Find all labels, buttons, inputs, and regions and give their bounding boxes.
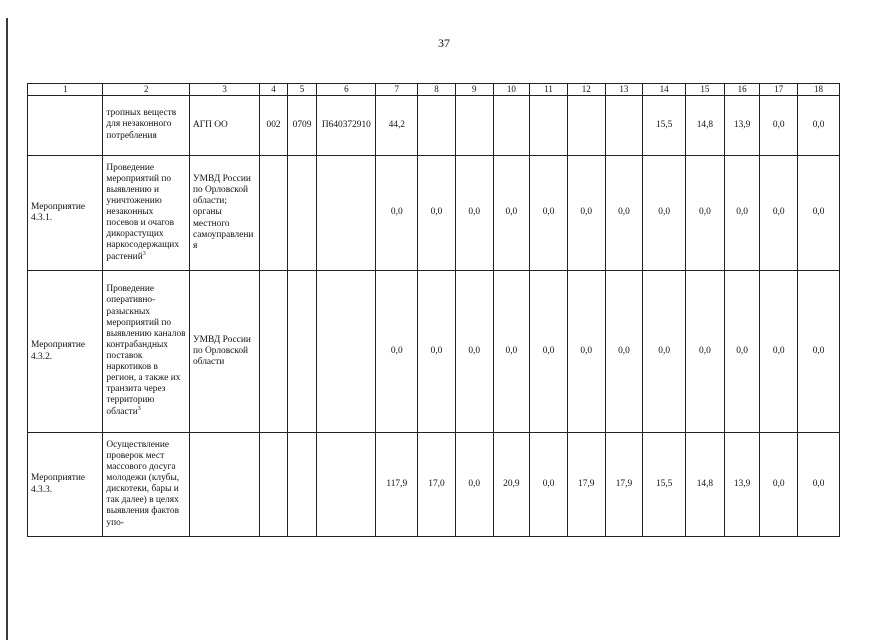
code-cell xyxy=(260,156,288,271)
column-number-header: 5 xyxy=(287,84,317,96)
column-number-header: 12 xyxy=(567,84,605,96)
code-cell xyxy=(317,271,376,433)
value-cell: 0,0 xyxy=(493,271,530,433)
budget-table xyxy=(27,83,840,537)
value-cell: 0,0 xyxy=(760,433,798,537)
column-number-header: 1 xyxy=(28,84,103,96)
value-cell xyxy=(455,96,493,156)
code-cell xyxy=(317,433,376,537)
activity-description-cell xyxy=(103,433,190,537)
activity-name-cell: Мероприятие 4.3.3. xyxy=(28,433,103,537)
value-cell: 0,0 xyxy=(686,271,725,433)
activity-description-text: Проведение мероприятий по выявлению и уничтожению незаконных посевов и очагов дикорастущих наркосодержащих растений xyxy=(106,162,180,263)
value-cell: 0,0 xyxy=(798,96,840,156)
code-cell xyxy=(260,271,288,433)
value-cell: 13,9 xyxy=(724,433,760,537)
table-row xyxy=(28,156,840,271)
value-cell: 0,0 xyxy=(530,156,568,271)
code-cell: П640372910 xyxy=(317,96,376,156)
value-cell: 0,0 xyxy=(376,271,418,433)
value-cell: 13,9 xyxy=(724,96,760,156)
table-row xyxy=(28,96,840,156)
value-cell: 15,5 xyxy=(643,96,686,156)
value-cell: 17,0 xyxy=(418,433,456,537)
value-cell: 0,0 xyxy=(530,271,568,433)
column-number-header: 2 xyxy=(103,84,190,96)
table-row xyxy=(28,271,840,433)
code-cell: 002 xyxy=(260,96,288,156)
code-cell xyxy=(287,433,317,537)
value-cell: 0,0 xyxy=(798,433,840,537)
value-cell: 0,0 xyxy=(798,271,840,433)
value-cell: 0,0 xyxy=(605,271,643,433)
column-number-header: 14 xyxy=(643,84,686,96)
value-cell: 0,0 xyxy=(798,156,840,271)
activity-description-text: Проведение оперативно-разыскных мероприятий по выявлению каналов контрабандных поставок наркотиков в регион, а также их транзита через территорию области xyxy=(106,284,186,418)
executor-cell: УМВД России по Орловской области; органы местного самоуправления xyxy=(189,156,259,271)
value-cell: 0,0 xyxy=(605,156,643,271)
value-cell: 0,0 xyxy=(643,156,686,271)
activity-description-cell xyxy=(103,96,190,156)
value-cell: 0,0 xyxy=(376,156,418,271)
activity-name-cell: Мероприятие 4.3.1. xyxy=(28,156,103,271)
column-number-header-row xyxy=(28,84,840,96)
value-cell: 117,9 xyxy=(376,433,418,537)
value-cell: 44,2 xyxy=(376,96,418,156)
value-cell xyxy=(567,96,605,156)
value-cell xyxy=(605,96,643,156)
value-cell: 0,0 xyxy=(418,271,456,433)
value-cell xyxy=(418,96,456,156)
column-number-header: 10 xyxy=(493,84,530,96)
value-cell: 20,9 xyxy=(493,433,530,537)
column-number-header: 8 xyxy=(418,84,456,96)
footnote-marker: 3 xyxy=(142,251,146,258)
value-cell: 0,0 xyxy=(724,156,760,271)
value-cell: 0,0 xyxy=(686,156,725,271)
value-cell: 15,5 xyxy=(643,433,686,537)
value-cell xyxy=(493,96,530,156)
column-number-header: 4 xyxy=(260,84,288,96)
activity-name-cell: Мероприятие 4.3.2. xyxy=(28,271,103,433)
column-number-header: 11 xyxy=(530,84,568,96)
column-number-header: 13 xyxy=(605,84,643,96)
activity-description-cell xyxy=(103,271,190,433)
value-cell: 17,9 xyxy=(567,433,605,537)
value-cell: 0,0 xyxy=(455,156,493,271)
code-cell xyxy=(287,156,317,271)
value-cell: 17,9 xyxy=(605,433,643,537)
value-cell: 0,0 xyxy=(418,156,456,271)
column-number-header: 18 xyxy=(798,84,840,96)
value-cell: 0,0 xyxy=(530,433,568,537)
value-cell: 0,0 xyxy=(455,271,493,433)
column-number-header: 9 xyxy=(455,84,493,96)
column-number-header: 17 xyxy=(760,84,798,96)
value-cell: 0,0 xyxy=(760,271,798,433)
value-cell: 14,8 xyxy=(686,433,725,537)
executor-cell: УМВД России по Орловской области xyxy=(189,271,259,433)
column-number-header: 3 xyxy=(189,84,259,96)
page-left-edge-rule xyxy=(6,18,8,640)
value-cell: 0,0 xyxy=(643,271,686,433)
code-cell xyxy=(287,271,317,433)
column-number-header: 15 xyxy=(686,84,725,96)
table-body xyxy=(28,84,840,537)
column-number-header: 7 xyxy=(376,84,418,96)
value-cell: 0,0 xyxy=(760,96,798,156)
column-number-header: 16 xyxy=(724,84,760,96)
activity-description-text: тропных веществ для незаконного потребления xyxy=(106,107,177,142)
value-cell: 0,0 xyxy=(493,156,530,271)
value-cell xyxy=(530,96,568,156)
value-cell: 14,8 xyxy=(686,96,725,156)
page-number: 37 xyxy=(438,36,450,50)
code-cell xyxy=(260,433,288,537)
code-cell xyxy=(317,156,376,271)
column-number-header: 6 xyxy=(317,84,376,96)
table-row xyxy=(28,433,840,537)
value-cell: 0,0 xyxy=(760,156,798,271)
activity-description-text: Осуществление проверок мест массового досуга молодежи (клубы, дискотеки, бары и так далее) в целях выявления фактов упо- xyxy=(106,439,180,529)
activity-description-cell xyxy=(103,156,190,271)
executor-cell: АГП ОО xyxy=(189,96,259,156)
value-cell: 0,0 xyxy=(567,271,605,433)
value-cell: 0,0 xyxy=(567,156,605,271)
code-cell: 0709 xyxy=(287,96,317,156)
value-cell: 0,0 xyxy=(455,433,493,537)
value-cell: 0,0 xyxy=(724,271,760,433)
footnote-marker: 3 xyxy=(137,406,141,413)
activity-name-cell xyxy=(28,96,103,156)
executor-cell xyxy=(189,433,259,537)
